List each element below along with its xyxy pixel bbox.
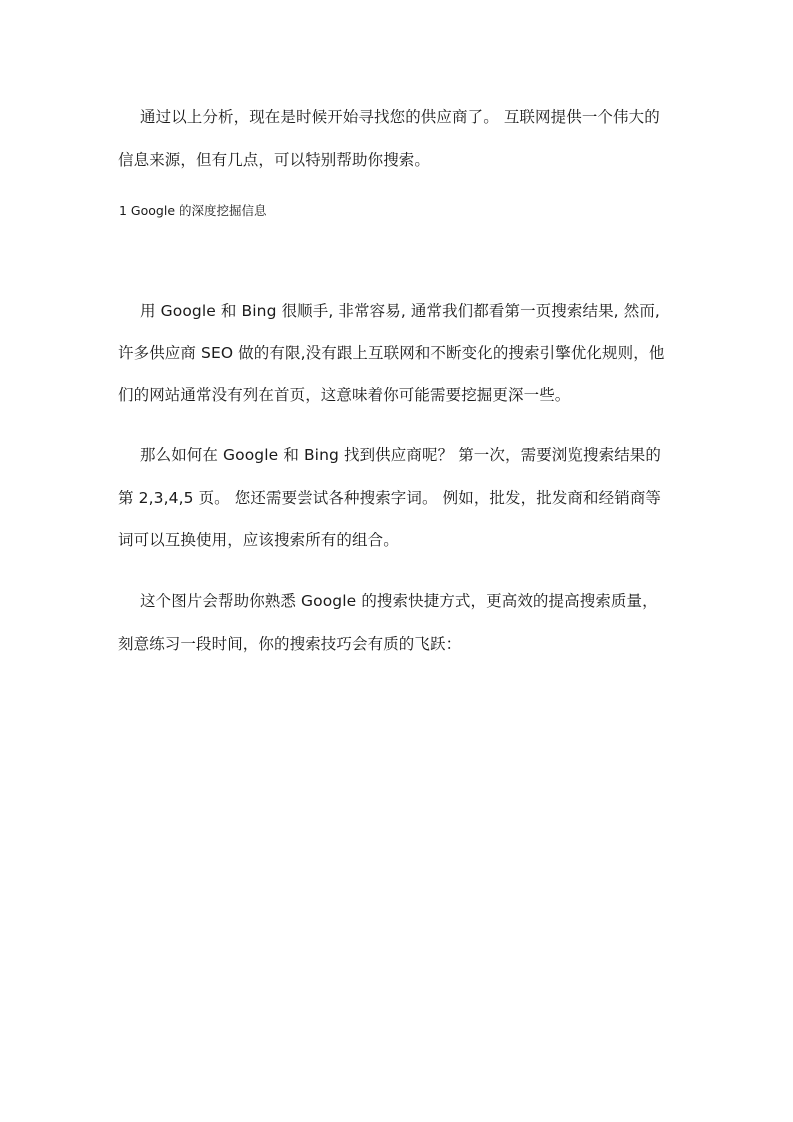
section-heading: 1 Google 的深度挖掘信息 bbox=[119, 203, 267, 218]
paragraph-2-line-3: 们的网站通常没有列在首页，这意味着你可能需要挖掘更深一些。 bbox=[118, 386, 571, 404]
paragraph-1-line-2: 信息来源，但有几点，可以特别帮助你搜索。 bbox=[118, 151, 431, 169]
paragraph-4-line-2: 刻意练习一段时间，你的搜索技巧会有质的飞跃： bbox=[118, 635, 462, 653]
paragraph-1-line-1: 通过以上分析，现在是时候开始寻找您的供应商了。 互联网提供一个伟大的 bbox=[140, 108, 660, 126]
paragraph-3-line-2: 第 2,3,4,5 页。 您还需要尝试各种搜索字词。 例如，批发，批发商和经销商等 bbox=[118, 489, 662, 507]
paragraph-2-line-2: 许多供应商 SEO 做的有限,没有跟上互联网和不断变化的搜索引擎优化规则，他 bbox=[118, 344, 665, 362]
paragraph-3-line-3: 词可以互换使用，应该搜索所有的组合。 bbox=[118, 531, 399, 549]
paragraph-2-line-1: 用 Google 和 Bing 很顺手, 非常容易, 通常我们都看第一页搜索结果, 然而, bbox=[140, 302, 660, 320]
paragraph-4-line-1: 这个图片会帮助你熟悉 Google 的搜索快捷方式，更高效的提高搜索质量， bbox=[140, 592, 658, 610]
paragraph-3-line-1: 那么如何在 Google 和 Bing 找到供应商呢？ 第一次，需要浏览搜索结果的 bbox=[140, 446, 661, 464]
